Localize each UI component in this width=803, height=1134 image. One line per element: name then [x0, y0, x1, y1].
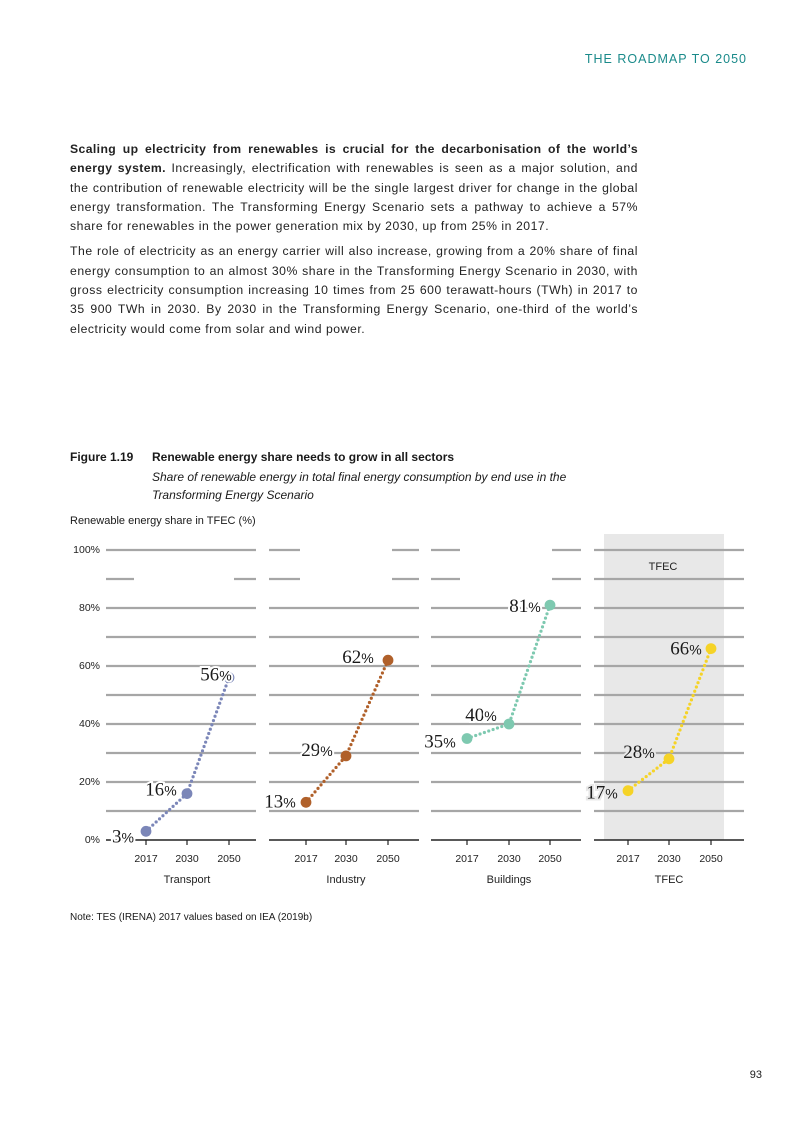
y-tick-label: 20%: [78, 776, 100, 788]
data-label: 40%: [465, 705, 497, 726]
y-tick-label: 40%: [78, 718, 100, 730]
x-tick-label: 2030: [175, 853, 199, 865]
data-label: 81%: [509, 596, 541, 618]
figure-number: Figure 1.19: [70, 450, 134, 464]
x-tick-label: 2017: [455, 853, 479, 865]
data-label: 28%: [623, 741, 655, 763]
data-point: [706, 643, 717, 654]
panel-name: Transport: [163, 874, 211, 886]
panel-name: TFEC: [654, 874, 684, 886]
data-label: 16%: [145, 779, 177, 801]
panel-name: Industry: [326, 874, 366, 886]
data-label: 17%: [586, 782, 618, 804]
x-tick-label: 2017: [134, 853, 158, 865]
data-point: [301, 797, 312, 808]
series-buildings: [424, 596, 555, 752]
data-point: [504, 719, 515, 730]
x-tick-label: 2030: [657, 853, 681, 865]
data-point: [182, 788, 193, 799]
data-point: [462, 733, 473, 744]
y-tick-label: 80%: [78, 602, 100, 614]
y-tick-label: 60%: [78, 660, 100, 672]
data-label: 13%: [264, 791, 296, 813]
gridline-gap: [300, 528, 392, 596]
x-tick-label: 2030: [497, 853, 521, 865]
data-label: 66%: [670, 638, 702, 660]
page-number: 93: [749, 1069, 762, 1081]
x-tick-label: 2050: [699, 853, 723, 865]
x-tick-label: 2050: [217, 853, 241, 865]
panel-name: Buildings: [486, 874, 532, 886]
paragraph-1-lead: Scaling up electricity from renewables is crucial for the decarbonisation of the world’s energy system.: [70, 142, 638, 176]
series-line: [146, 678, 229, 832]
data-label: 29%: [301, 739, 333, 761]
x-tick-label: 2017: [294, 853, 318, 865]
figure-title: Renewable energy share needs to grow in all sectors: [152, 450, 455, 464]
data-point: [141, 826, 152, 837]
data-label: 35%: [424, 731, 456, 753]
series-industry: [264, 647, 393, 812]
data-point: [623, 785, 634, 796]
y-tick-label: 100%: [73, 544, 100, 556]
figure-subtitle: Share of renewable energy in total final energy consumption by end use in the Transforming Energy Scenario: [152, 470, 567, 502]
y-tick-label: 0%: [84, 834, 100, 846]
x-tick-label: 2050: [538, 853, 562, 865]
data-label: 3%: [112, 826, 134, 848]
x-tick-label: 2017: [616, 853, 640, 865]
running-head: THE ROADMAP TO 2050: [584, 52, 747, 66]
x-tick-label: 2030: [334, 853, 358, 865]
figure-note: Note: TES (IRENA) 2017 values based on IEA (2019b): [70, 912, 313, 923]
paragraph-1-text: Increasingly, electrification with renewables is seen as a major solution, and the contribution of renewable electricity will be the single largest driver for change in the global energy transformation. The Transforming Energy Scenario sets a pathway to achieve a 57% share for renewables in the power generation mix by 2030, up from 25% in 2017.: [70, 161, 638, 234]
data-point: [383, 655, 394, 666]
gridline-gap: [460, 530, 552, 600]
x-tick-label: 2050: [376, 853, 400, 865]
data-point: [664, 753, 675, 764]
data-point: [341, 751, 352, 762]
data-label: 56%: [200, 664, 232, 686]
series-transport: [112, 665, 234, 848]
y-axis-title: Renewable energy share in TFEC (%): [70, 515, 256, 527]
data-label: 62%: [342, 647, 374, 669]
gridline-gap: [134, 555, 234, 595]
tfec-panel-label: TFEC: [648, 561, 678, 573]
paragraph-2: The role of electricity as an energy carrier will also increase, growing from a 20% share of final energy consumption to an almost 30% share in the Transforming Energy Scenario in 2030, with gross electricity consumption increasing 10 times from 25 600 terawatt-hours (TWh) in 2017 to 35 900 TWh in 2030. By 2030 in the Transforming Energy Scenario, one-third of the world’s electricity would come from solar and wind power.: [70, 244, 638, 336]
data-point: [545, 600, 556, 611]
